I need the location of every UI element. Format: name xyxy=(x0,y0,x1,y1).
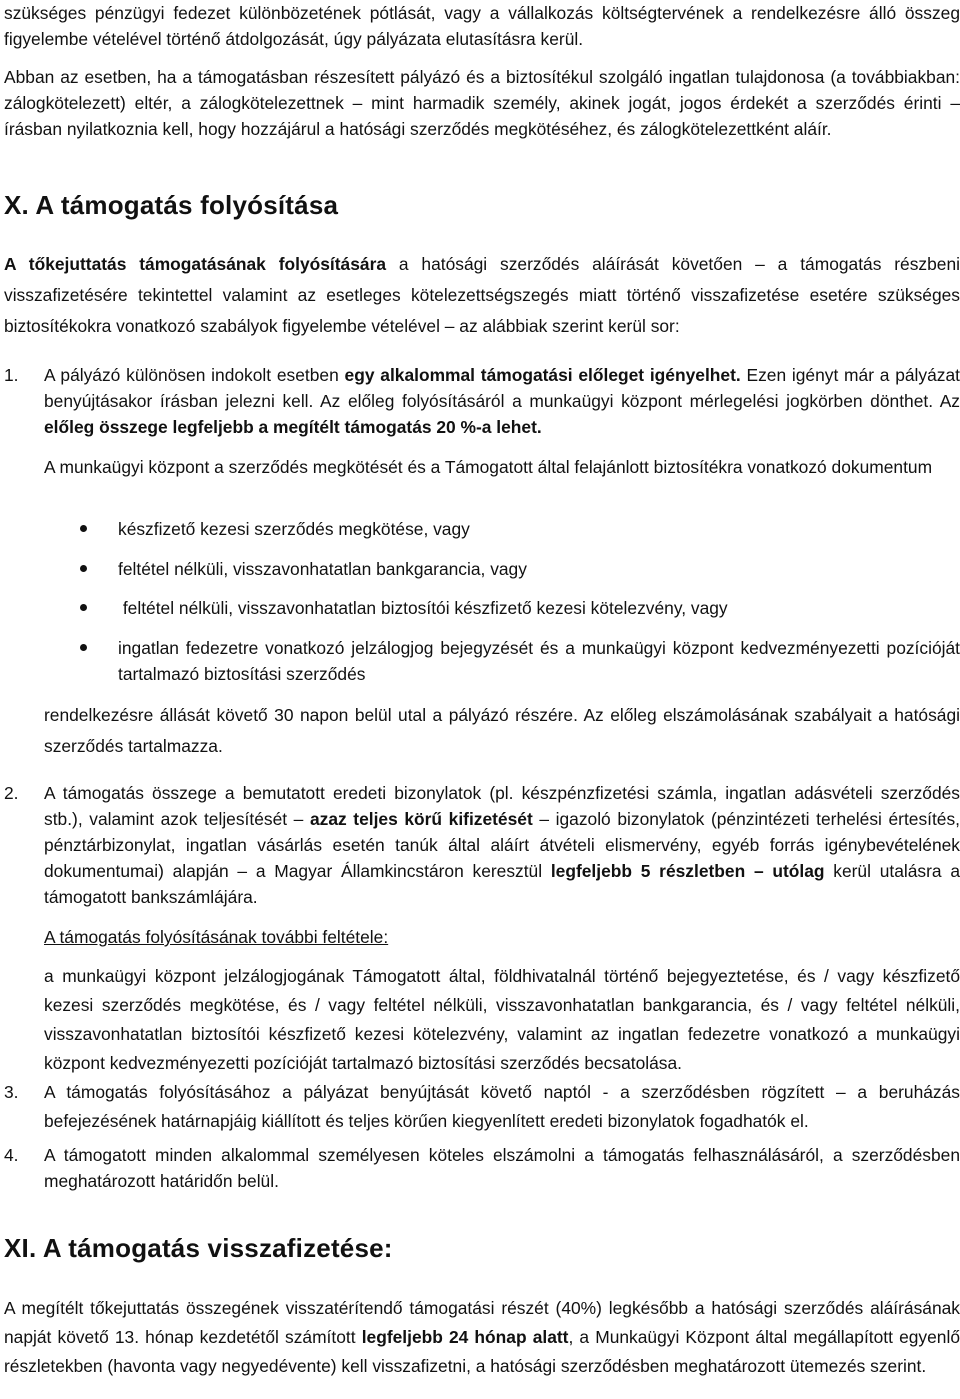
item-4-text: A támogatott minden alkalommal személyesen köteles elszámolni a támogatás felhasználásáról, a szerződésben meghatározott határidőn belül. xyxy=(44,1145,960,1191)
item-2-subheading xyxy=(44,924,960,950)
item-3-text: A támogatás folyósításához a pályázat benyújtását követő naptól - a szerződésben rögzített – a beruházás befejezésének határnapjáig kiállított és teljes körűen kiegyenlített eredeti bizonylatok fogadhatók el. xyxy=(44,1082,960,1131)
list-item-text: feltétel nélküli, visszavonhatatlan bankgarancia, vagy xyxy=(118,559,527,579)
item-2-t1: A támogatás összege a bemutatott eredeti bizonylatok (pl. készpénzfizetési számla, ingatlan adásvételi szerződés stb.), valamint azok teljesítését – xyxy=(44,783,960,829)
intro-rest: a hatósági szerződés aláírását követően – a támogatás részbeni visszafizetésére tekintettel valamint az esetleges kötelezettségszegés miatt történő visszafizetése esetére szükséges biztosítékokra vonatkozó szabályok figyelembe vételével – az alábbiak szerint kerül sor: xyxy=(4,254,960,336)
xi-t2: , a Munkaügyi Központ által megállapított egyenlő részletekben (havonta vagy negyedévente) kell visszafizetni, a hatósági szerződésben meghatározott ütemezés szerint. xyxy=(4,1327,960,1376)
xi-b1: legfeljebb 24 hónap alatt xyxy=(361,1327,569,1347)
item-2-text xyxy=(44,780,960,910)
item-number-1: 1. xyxy=(4,365,19,385)
bullet-icon xyxy=(80,644,87,651)
section-x-intro xyxy=(4,249,960,342)
item-1-closing: rendelkezésre állását követő 30 napon belül utal a pályázó részére. Az előleg elszámolásának szabályait a hatósági szerződés tartalmazza. xyxy=(44,705,960,756)
item-1-b1: egy alkalommal támogatási előleget igényelhet. xyxy=(344,365,741,385)
item-2-b1: azaz teljes körű kifizetését xyxy=(309,809,533,829)
xi-t1: A megítélt tőkejuttatás összegének visszatérítendő támogatási részét (40%) legkésőbb a hatósági szerződés aláírásának napját követő 13. hónap kezdetétől számított xyxy=(4,1298,960,1347)
item-2-t3: kerül utalásra a támogatott bankszámlájára. xyxy=(44,861,960,907)
bullet-icon xyxy=(80,525,87,532)
list-item-text: feltétel nélküli, visszavonhatatlan biztosítói készfizető kezesi kötelezvény, vagy xyxy=(118,598,728,618)
list-item-text: készfizető kezesi szerződés megkötése, vagy xyxy=(118,519,470,539)
item-number-2: 2. xyxy=(4,783,19,803)
section-heading-x: X. A támogatás folyósítása xyxy=(4,190,339,220)
paragraph-intro: szükséges pénzügyi fedezet különbözetének pótlását, vagy a vállalkozás költségtervének a rendelkezésre álló összeg figyelembe vételével történő átdolgozását, úgy pályázata elutasításra kerül. xyxy=(4,3,960,49)
section-xi-text xyxy=(4,1294,960,1381)
paragraph-zalogkotelezett: Abban az esetben, ha a támogatásban részesített pályázó és a biztosítékul szolgáló ingatlan tulajdonosa (a továbbiakban: zálogkötelezett) eltér, a zálogkötelezettnek – mint harmadik személy, akinek jogát, jogos érdekét a szerződés érinti – írásban nyilatkoznia kell, hogy hozzájárul a hatósági szerződés megkötéséhez, és zálogkötelezettként aláír. xyxy=(4,67,960,139)
bullet-icon xyxy=(80,604,87,611)
item-2-conditions: a munkaügyi központ jelzálogjogának Támogatott által, földhivatalnál történő bejegyeztetése, és / vagy készfizető kezesi szerződés megkötése, és / vagy feltétel nélküli, visszavonhatatlan bankgarancia, és / vagy feltétel nélküli, visszavonhatatlan biztosítói készfizető kezesi kötelezvény, valamint az ingatlan fedezetre vonatkozó a munkaügyi központ kedvezményezetti pozícióját tartalmazó biztosítási szerződés becsatolása. xyxy=(44,966,960,1073)
item-1-text xyxy=(44,362,960,440)
item-1-dokumentum: A munkaügyi központ a szerződés megkötését és a Támogatott által felajánlott biztosítékra vonatkozó dokumentum xyxy=(44,457,933,477)
item-number-3: 3. xyxy=(4,1082,19,1102)
item-number-4: 4. xyxy=(4,1145,19,1165)
item-1-t2: Ezen igényt már a pályázat benyújtásakor írásban jelezni kell. Az előleg folyósításáról a munkaügyi központ mérlegelési jogkörben dönthet. Az xyxy=(44,365,960,411)
item-2-b2: legfeljebb 5 részletben – utólag xyxy=(550,861,825,881)
list-item-text: ingatlan fedezetre vonatkozó jelzálogjog bejegyzését és a munkaügyi központ kedvezményezetti pozícióját tartalmazó biztosítási szerződés xyxy=(118,638,960,684)
intro-bold: A tőkejuttatás támogatásának folyósítására xyxy=(4,254,387,274)
underlined-subheading: A támogatás folyósításának további feltétele: xyxy=(44,927,389,947)
bullet-icon xyxy=(80,565,87,572)
item-1-t1: A pályázó különösen indokolt esetben xyxy=(44,365,345,385)
section-heading-xi: XI. A támogatás visszafizetése: xyxy=(4,1233,393,1263)
item-1-b2: előleg összege legfeljebb a megítélt támogatás 20 %-a lehet. xyxy=(44,417,542,437)
item-2-t2: – igazoló bizonylatok (pénzintézeti terhelési értesítés, pénztárbizonylat, ingatlan vásárlás esetén tanúk által aláírt átvételi elismervény, egyéb forrás igénybevételének dokumentumai) alapján – a Magyar Államkincstáron keresztül xyxy=(44,809,960,881)
